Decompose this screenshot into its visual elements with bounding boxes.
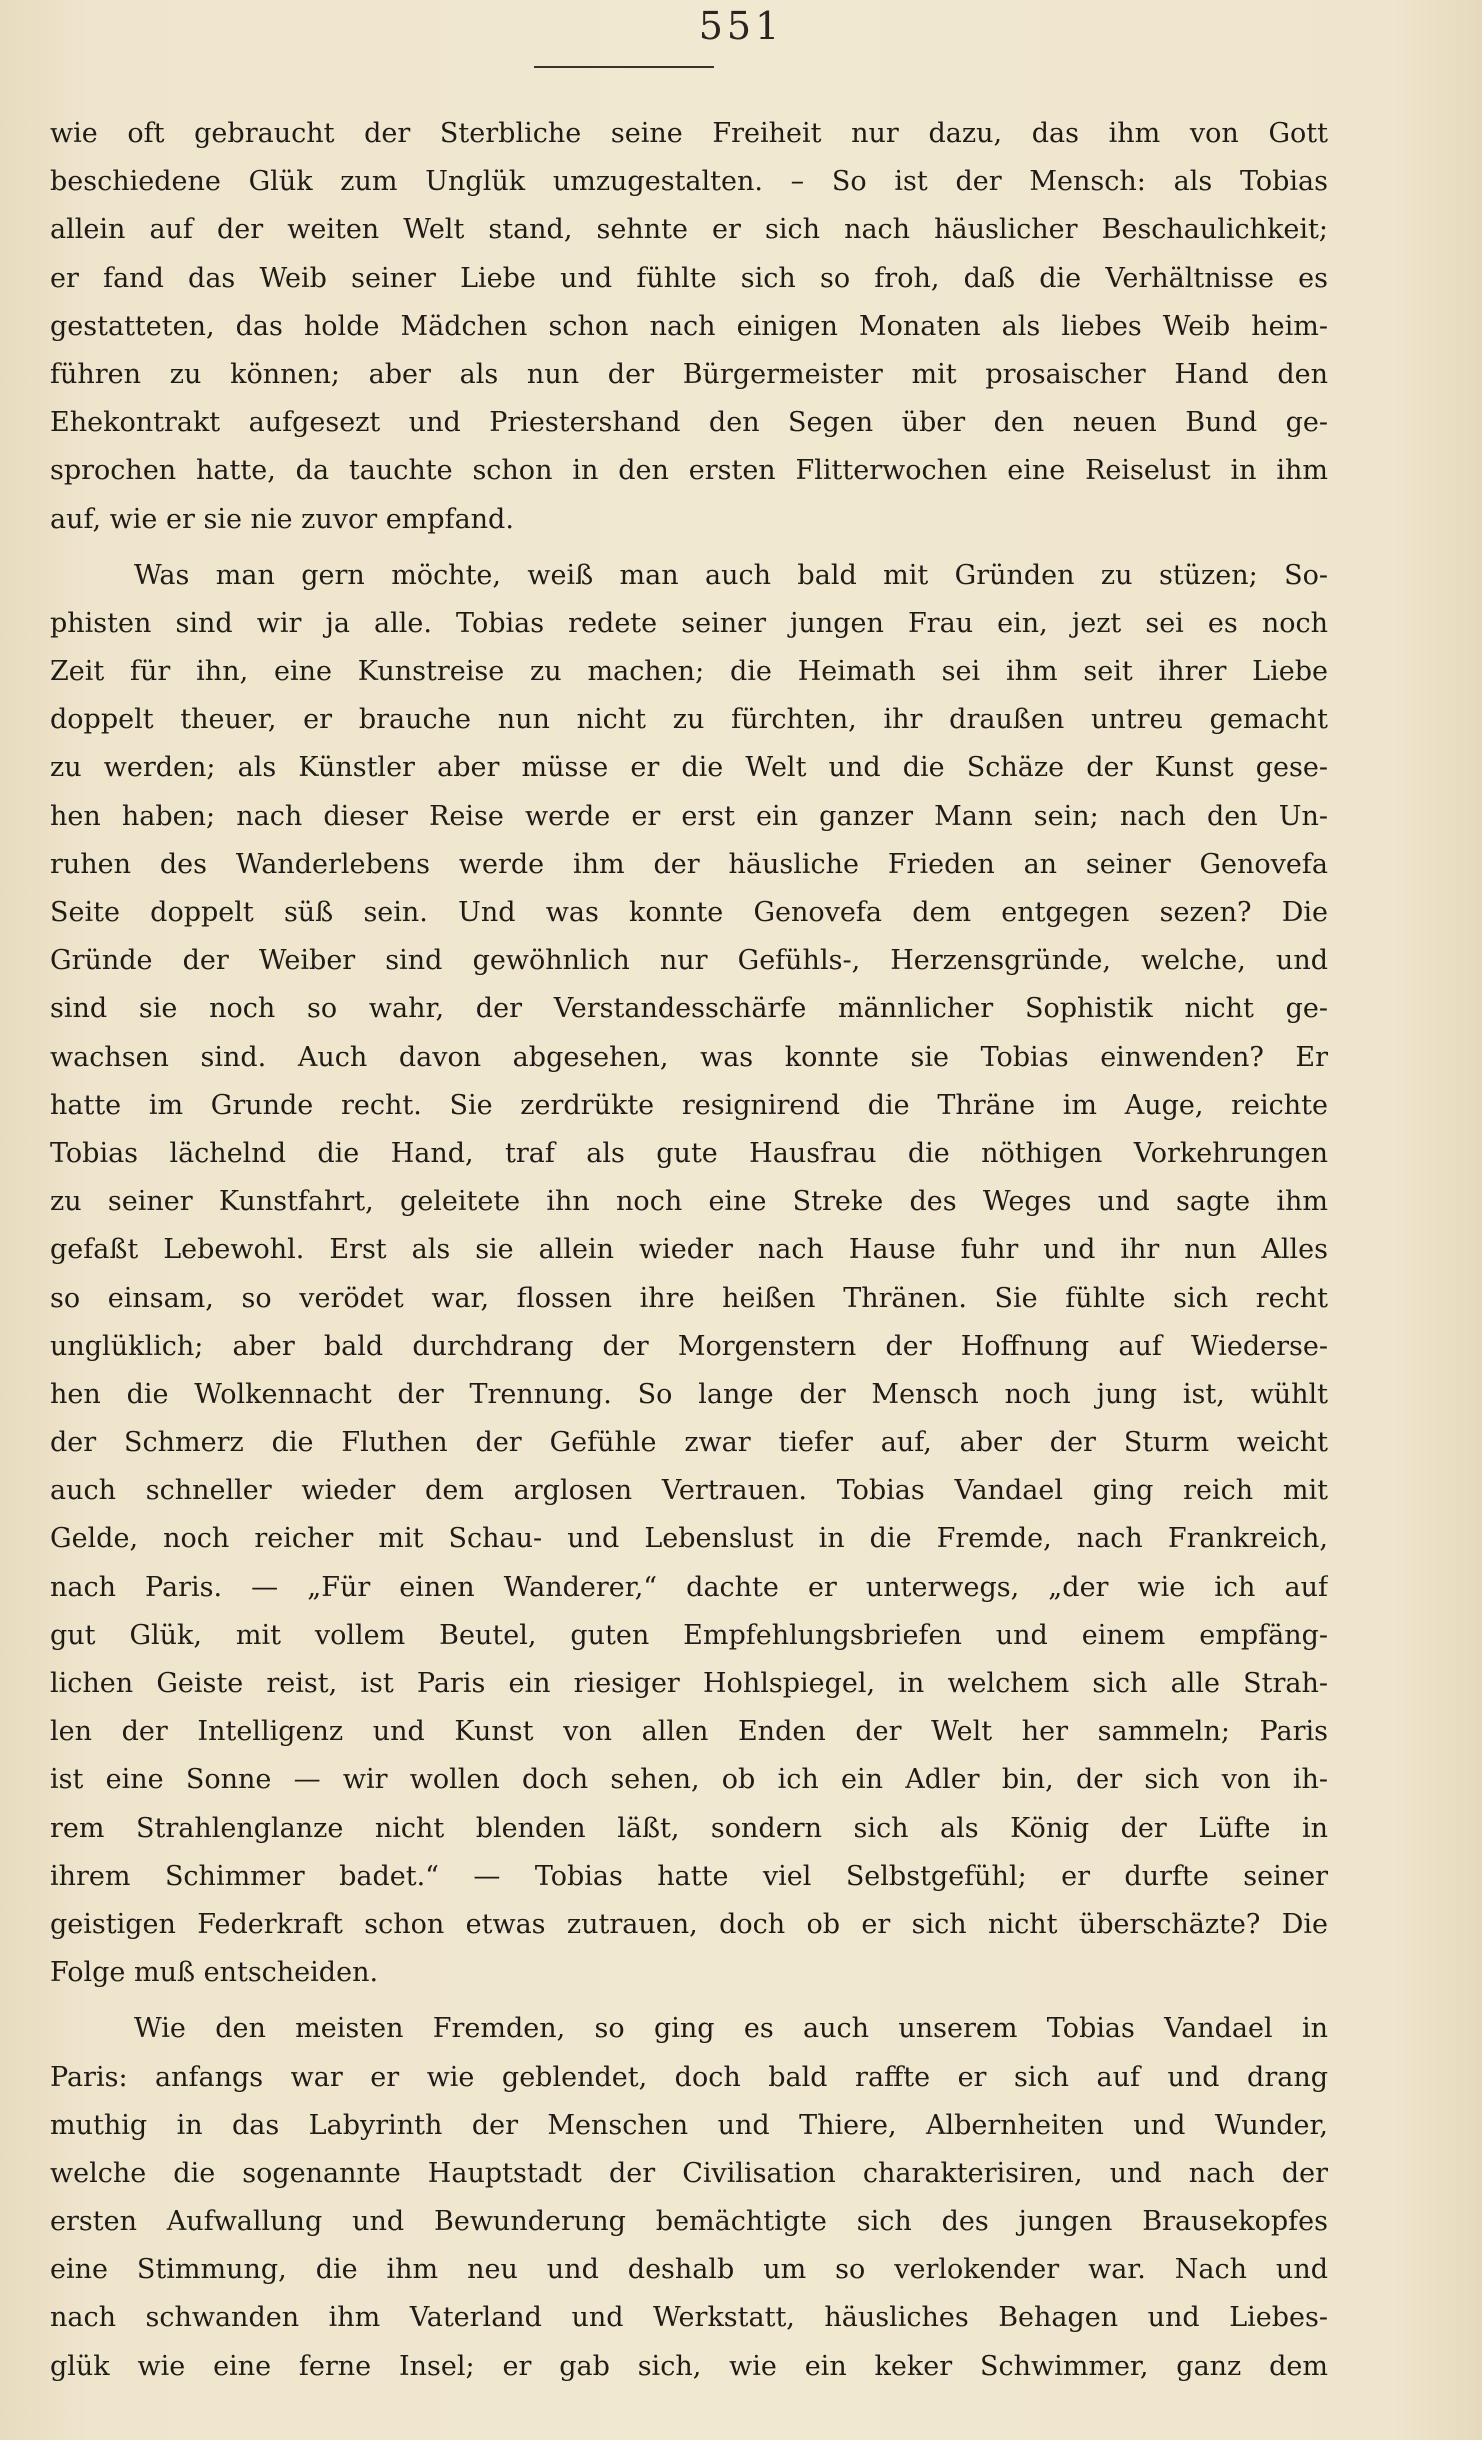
text-line: Gelde, noch reicher mit Schau- und Lebenslust in die Fremde, nach Frankreich, <box>50 1523 1328 1555</box>
text-line: geistigen Federkraft schon etwas zutrauen, doch ob er sich nicht überschäzte? Die <box>50 1908 1328 1940</box>
text-line: len der Intelligenz und Kunst von allen Enden der Welt her sammeln; Paris <box>50 1716 1328 1748</box>
text-line: Zeit für ihn, eine Kunstreise zu machen; die Heimath sei ihm seit ihrer Liebe <box>50 656 1328 688</box>
text-line: Gründe der Weiber sind gewöhnlich nur Gefühls-, Herzensgründe, welche, und <box>50 945 1328 977</box>
text-line: Paris: anfangs war er wie geblendet, doch bald raffte er sich auf und drang <box>50 2061 1328 2093</box>
text-line: gut Glük, mit vollem Beutel, guten Empfehlungsbriefen und einem empfäng- <box>50 1619 1328 1651</box>
text-line: hen die Wolkennacht der Trennung. So lange der Mensch noch jung ist, wühlt <box>50 1378 1328 1410</box>
text-line: ersten Aufwallung und Bewunderung bemächtigte sich des jungen Brausekopfes <box>50 2206 1328 2238</box>
text-line: Seite doppelt süß sein. Und was konnte Genovefa dem entgegen sezen? Die <box>50 897 1328 928</box>
text-line: glük wie eine ferne Insel; er gab sich, wie ein keker Schwimmer, ganz dem <box>50 2350 1328 2382</box>
text-line: rem Strahlenglanze nicht blenden läßt, sondern sich als König der Lüfte in <box>50 1812 1328 1844</box>
text-line: Tobias lächelnd die Hand, traf als gute Hausfrau die nöthigen Vorkehrungen <box>50 1137 1328 1169</box>
body-text <box>50 110 1328 2391</box>
text-line: hen haben; nach dieser Reise werde er erst ein ganzer Mann sein; nach den Un- <box>50 800 1328 832</box>
text-line: er fand das Weib seiner Liebe und fühlte sich so froh, daß die Verhältnisse es <box>50 262 1328 294</box>
text-line: zu seiner Kunstfahrt, geleitete ihn noch eine Streke des Weges und sagte ihm <box>50 1186 1328 1218</box>
text-line: doppelt theuer, er brauche nun nicht zu fürchten, ihr draußen untreu gemacht <box>50 704 1328 736</box>
paragraph-gap <box>50 544 1328 552</box>
header-rule <box>534 66 714 68</box>
page-number: 551 <box>698 4 784 48</box>
text-line: hatte im Grunde recht. Sie zerdrükte resignirend die Thräne im Auge, reichte <box>50 1089 1328 1121</box>
text-line: so einsam, so verödet war, flossen ihre heißen Thränen. Sie fühlte sich recht <box>50 1282 1328 1314</box>
text-line: Folge muß entscheiden. <box>50 1957 379 1989</box>
text-line: gestatteten, das holde Mädchen schon nach einigen Monaten als liebes Weib heim- <box>50 310 1328 342</box>
text-line: auf, wie er sie nie zuvor empfand. <box>50 503 514 535</box>
text-line: lichen Geiste reist, ist Paris ein riesiger Hohlspiegel, in welchem sich alle Strah- <box>50 1668 1328 1699</box>
text-line: allein auf der weiten Welt stand, sehnte er sich nach häuslicher Beschaulichkeit; <box>50 214 1328 246</box>
text-line: nach Paris. — „Für einen Wanderer,“ dachte er unterwegs, „der wie ich auf <box>50 1571 1328 1603</box>
paragraph-gap <box>50 1997 1328 2005</box>
text-line: sind sie noch so wahr, der Verstandesschärfe männlicher Sophistik nicht ge- <box>50 993 1328 1025</box>
text-line: nach schwanden ihm Vaterland und Werkstatt, häusliches Behagen und Liebes- <box>50 2302 1328 2334</box>
text-line: zu werden; als Künstler aber müsse er die Welt und die Schäze der Kunst gese- <box>50 752 1328 784</box>
text-line: wie oft gebraucht der Sterbliche seine Freiheit nur dazu, das ihm von Gott <box>50 118 1328 149</box>
text-line: auch schneller wieder dem arglosen Vertrauen. Tobias Vandael ging reich mit <box>50 1475 1328 1507</box>
text-line: phisten sind wir ja alle. Tobias redete seiner jungen Frau ein, jezt sei es noch <box>50 607 1328 639</box>
text-line: ihrem Schimmer badet.“ — Tobias hatte viel Selbstgefühl; er durfte seiner <box>50 1860 1328 1892</box>
text-line: Was man gern möchte, weiß man auch bald mit Gründen zu stüzen; So- <box>134 559 1328 591</box>
text-line: beschiedene Glük zum Unglük umzugestalten. – So ist der Mensch: als Tobias <box>50 166 1328 198</box>
text-line: Wie den meisten Fremden, so ging es auch unserem Tobias Vandael in <box>134 2013 1328 2045</box>
text-line: unglüklich; aber bald durchdrang der Morgenstern der Hoffnung auf Wiederse- <box>50 1330 1328 1362</box>
text-line: führen zu können; aber als nun der Bürgermeister mit prosaischer Hand den <box>50 358 1328 390</box>
text-line: ist eine Sonne — wir wollen doch sehen, ob ich ein Adler bin, der sich von ih- <box>50 1764 1328 1796</box>
text-line: der Schmerz die Fluthen der Gefühle zwar tiefer auf, aber der Sturm weicht <box>50 1427 1328 1459</box>
text-line: sprochen hatte, da tauchte schon in den ersten Flitterwochen eine Reiselust in ihm <box>50 455 1328 487</box>
text-line: wachsen sind. Auch davon abgesehen, was konnte sie Tobias einwenden? Er <box>50 1041 1328 1073</box>
paragraph-1 <box>50 110 1328 544</box>
text-line: muthig in das Labyrinth der Menschen und Thiere, Albernheiten und Wunder, <box>50 2109 1328 2141</box>
text-line: ruhen des Wanderlebens werde ihm der häusliche Frieden an seiner Genovefa <box>50 848 1328 880</box>
text-line: Ehekontrakt aufgesezt und Priestershand den Segen über den neuen Bund ge- <box>50 407 1328 439</box>
paragraph-2 <box>50 552 1328 1998</box>
paragraph-3 <box>50 2005 1328 2391</box>
text-line: eine Stimmung, die ihm neu und deshalb um so verlokender war. Nach und <box>50 2254 1328 2286</box>
text-line: gefaßt Lebewohl. Erst als sie allein wieder nach Hause fuhr und ihr nun Alles <box>50 1234 1328 1266</box>
text-line: welche die sogenannte Hauptstadt der Civilisation charakterisiren, und nach der <box>50 2157 1328 2189</box>
